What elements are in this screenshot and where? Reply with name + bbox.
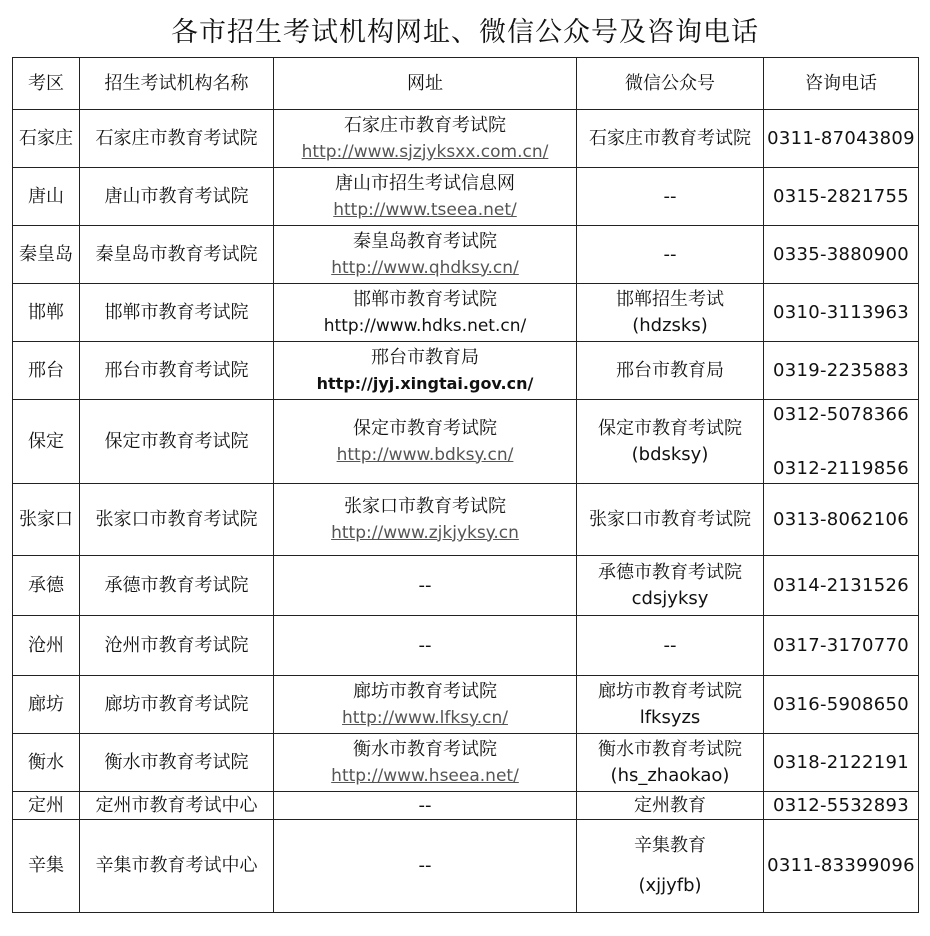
page-title: 各市招生考试机构网址、微信公众号及咨询电话 — [171, 17, 759, 48]
phone-cell — [764, 676, 919, 734]
website-link[interactable]: http://www.hdks.net.cn/ — [323, 315, 527, 336]
wechat-account: 廊坊市教育考试院 — [598, 680, 742, 702]
wechat-cell — [577, 484, 764, 556]
org-name-cell: 保定市教育考试院 — [80, 400, 274, 484]
phone-number: 0335-3880900 — [772, 243, 910, 265]
website-name: 衡水市教育考试院 — [353, 738, 497, 760]
wechat-account: 邢台市教育局 — [616, 359, 724, 381]
website-cell — [274, 556, 577, 616]
website-name: -- — [418, 855, 432, 876]
table-row — [13, 792, 919, 820]
table-row — [13, 284, 919, 342]
phone-number: 0311-83399096 — [767, 855, 915, 876]
table-row — [13, 400, 919, 484]
phone-number: 0315-2821755 — [772, 185, 910, 207]
org-name-cell: 秦皇岛市教育考试院 — [80, 226, 274, 284]
website-cell — [274, 226, 577, 284]
table-row — [13, 676, 919, 734]
area-cell: 唐山 — [13, 168, 80, 226]
area-cell: 张家口 — [13, 484, 80, 556]
wechat-cell — [577, 342, 764, 400]
wechat-account: (bdsksy) — [631, 443, 709, 465]
wechat-account: (hs_zhaokao) — [610, 764, 730, 786]
phone-cell — [764, 484, 919, 556]
wechat-account: (xjjyfb) — [638, 875, 702, 896]
website-cell — [274, 342, 577, 400]
header-phone: 咨询电话 — [764, 58, 919, 110]
wechat-account: -- — [663, 243, 677, 265]
area-cell: 廊坊 — [13, 676, 80, 734]
website-name: 邯郸市教育考试院 — [353, 288, 497, 310]
phone-number: 0317-3170770 — [772, 634, 910, 656]
website-name: 张家口市教育考试院 — [344, 495, 506, 517]
phone-number: 0316-5908650 — [772, 693, 910, 715]
table-row — [13, 556, 919, 616]
wechat-cell — [577, 110, 764, 168]
phone-number: 0310-3113963 — [772, 301, 910, 323]
wechat-cell — [577, 168, 764, 226]
area-cell: 秦皇岛 — [13, 226, 80, 284]
org-name-cell: 衡水市教育考试院 — [80, 734, 274, 792]
table-row — [13, 226, 919, 284]
wechat-account: 衡水市教育考试院 — [598, 738, 742, 760]
wechat-cell — [577, 616, 764, 676]
area-cell: 衡水 — [13, 734, 80, 792]
phone-number: 0314-2131526 — [772, 574, 910, 596]
table-row — [13, 342, 919, 400]
area-cell: 定州 — [13, 792, 80, 820]
website-cell — [274, 676, 577, 734]
org-name-cell: 石家庄市教育考试院 — [80, 110, 274, 168]
org-name-cell: 沧州市教育考试院 — [80, 616, 274, 676]
table-row — [13, 616, 919, 676]
wechat-account: 石家庄市教育考试院 — [589, 127, 751, 149]
phone-number: 0313-8062106 — [772, 508, 910, 530]
area-cell: 辛集 — [13, 820, 80, 913]
org-name-cell: 张家口市教育考试院 — [80, 484, 274, 556]
wechat-cell — [577, 676, 764, 734]
table-row — [13, 820, 919, 913]
website-cell — [274, 284, 577, 342]
website-name: 石家庄市教育考试院 — [344, 114, 506, 136]
wechat-cell — [577, 820, 764, 913]
wechat-account: 定州教育 — [634, 794, 706, 816]
header-org: 招生考试机构名称 — [80, 58, 274, 110]
phone-cell — [764, 226, 919, 284]
phone-cell — [764, 616, 919, 676]
org-name-cell: 唐山市教育考试院 — [80, 168, 274, 226]
phone-cell — [764, 792, 919, 820]
phone-cell — [764, 110, 919, 168]
wechat-account: lfksyzs — [639, 706, 701, 728]
phone-number: 0311-87043809 — [767, 127, 915, 149]
header-wechat: 微信公众号 — [577, 58, 764, 110]
org-name-cell: 邯郸市教育考试院 — [80, 284, 274, 342]
table-row — [13, 484, 919, 556]
area-cell: 承德 — [13, 556, 80, 616]
org-name-cell: 邢台市教育考试院 — [80, 342, 274, 400]
table-body — [13, 110, 919, 913]
wechat-account: cdsjyksy — [631, 587, 709, 609]
phone-number: 0312-2119856 — [772, 457, 910, 479]
table-header-row — [13, 58, 919, 110]
website-name: -- — [418, 794, 432, 816]
area-cell: 邢台 — [13, 342, 80, 400]
website-name: 唐山市招生考试信息网 — [335, 172, 515, 194]
phone-cell — [764, 168, 919, 226]
website-cell — [274, 734, 577, 792]
website-cell — [274, 820, 577, 913]
wechat-cell — [577, 792, 764, 820]
table-row — [13, 110, 919, 168]
area-cell: 石家庄 — [13, 110, 80, 168]
website-cell — [274, 616, 577, 676]
org-name-cell: 定州市教育考试中心 — [80, 792, 274, 820]
wechat-account: 张家口市教育考试院 — [589, 508, 751, 530]
website-cell — [274, 400, 577, 484]
header-area: 考区 — [13, 58, 80, 110]
table-row — [13, 734, 919, 792]
wechat-account: (hdzsks) — [632, 314, 708, 336]
website-cell — [274, 110, 577, 168]
wechat-cell — [577, 400, 764, 484]
website-name: -- — [418, 634, 432, 656]
phone-cell — [764, 820, 919, 913]
area-cell: 沧州 — [13, 616, 80, 676]
wechat-cell — [577, 556, 764, 616]
phone-number: 0312-5532893 — [772, 794, 910, 816]
table-row — [13, 168, 919, 226]
org-name-cell: 辛集市教育考试中心 — [80, 820, 274, 913]
website-name: 保定市教育考试院 — [353, 417, 497, 439]
wechat-account: -- — [663, 185, 677, 207]
website-name: 邢台市教育局 — [371, 346, 479, 368]
website-link[interactable]: http://www.hseea.net/ — [331, 765, 519, 786]
phone-cell — [764, 734, 919, 792]
website-link[interactable]: http://www.tseea.net/ — [333, 199, 517, 220]
wechat-account: 辛集教育 — [634, 835, 706, 856]
wechat-account: 承德市教育考试院 — [598, 561, 742, 583]
wechat-cell — [577, 226, 764, 284]
org-name-cell: 廊坊市教育考试院 — [80, 676, 274, 734]
wechat-account: 保定市教育考试院 — [598, 417, 742, 439]
website-link[interactable]: http://www.qhdksy.cn/ — [331, 257, 519, 278]
website-name: 廊坊市教育考试院 — [353, 680, 497, 702]
wechat-cell — [577, 734, 764, 792]
website-cell — [274, 168, 577, 226]
phone-cell — [764, 284, 919, 342]
website-cell — [274, 484, 577, 556]
website-link[interactable]: http://www.zjkjyksy.cn — [331, 522, 519, 543]
phone-cell — [764, 556, 919, 616]
area-cell: 邯郸 — [13, 284, 80, 342]
wechat-account: 邯郸招生考试 — [616, 288, 724, 310]
phone-cell — [764, 400, 919, 484]
website-link[interactable]: http://www.bdksy.cn/ — [336, 444, 514, 465]
wechat-account: -- — [663, 634, 677, 656]
phone-cell — [764, 342, 919, 400]
website-link[interactable]: http://www.sjzjyksxx.com.cn/ — [301, 141, 549, 162]
website-name: -- — [418, 574, 432, 596]
phone-number: 0319-2235883 — [772, 359, 910, 381]
header-url: 网址 — [274, 58, 577, 110]
website-cell — [274, 792, 577, 820]
phone-number: 0318-2122191 — [772, 751, 910, 773]
website-link[interactable]: http://jyj.xingtai.gov.cn/ — [316, 373, 534, 393]
org-name-cell: 承德市教育考试院 — [80, 556, 274, 616]
phone-number: 0312-5078366 — [772, 403, 910, 425]
website-name: 秦皇岛教育考试院 — [353, 230, 497, 252]
area-cell: 保定 — [13, 400, 80, 484]
contact-table — [12, 57, 919, 913]
wechat-cell — [577, 284, 764, 342]
website-link[interactable]: http://www.lfksy.cn/ — [342, 707, 508, 728]
